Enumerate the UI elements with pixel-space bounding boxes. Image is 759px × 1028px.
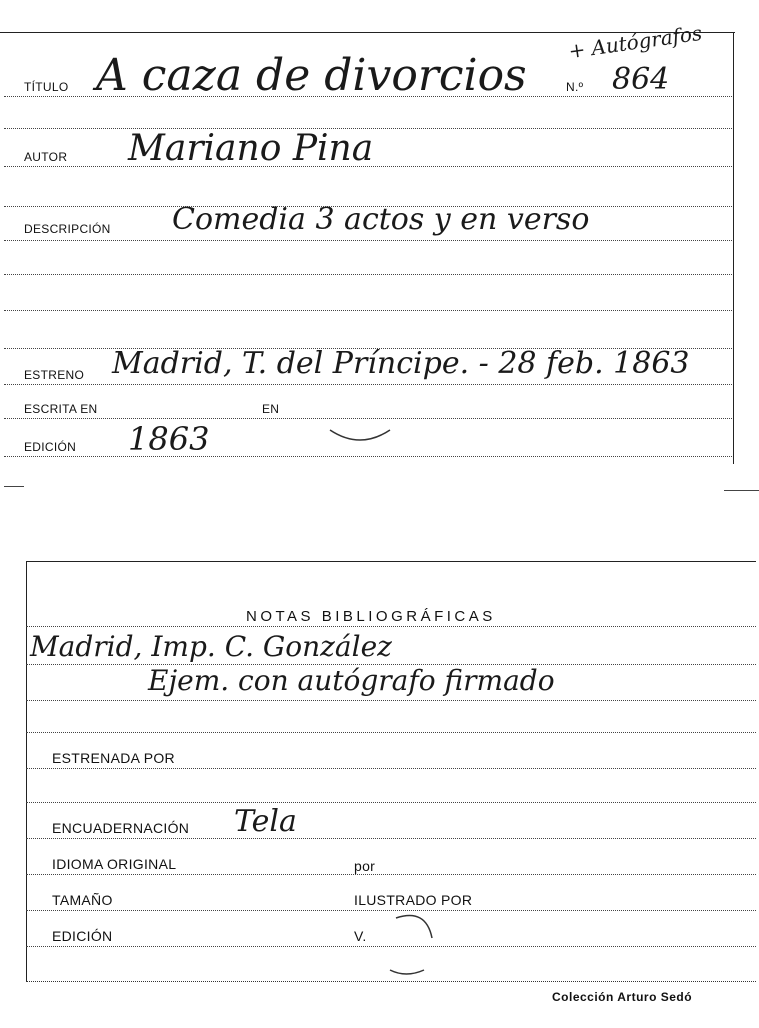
notas-line1: Madrid, Imp. C. González [30, 630, 392, 663]
titulo-rule [4, 96, 732, 97]
tamano-label: TAMAÑO [52, 892, 113, 908]
descripcion-value: Comedia 3 actos y en verso [172, 202, 590, 237]
ilustrado-por-label: ILUSTRADO POR [354, 892, 473, 908]
separator-left [4, 486, 24, 487]
encuadernacion-rule [26, 838, 756, 839]
estreno-value: Madrid, T. del Príncipe. - 28 feb. 1863 [112, 346, 690, 381]
autografos-note: + Autógrafos [566, 20, 704, 64]
por-label: por [354, 858, 376, 874]
autor-rule [4, 166, 732, 167]
edicion-label: EDICIÓN [24, 440, 77, 454]
punch-hole-mark [320, 400, 400, 450]
rule-b4 [26, 732, 756, 733]
idioma-rule [26, 874, 756, 875]
numero-value: 864 [612, 62, 670, 97]
punch-hole-mark-bottom [376, 908, 446, 978]
rule-6 [4, 274, 732, 275]
estrenada-por-label: ESTRENADA POR [52, 750, 175, 766]
escrita-en-label: ESCRITA EN [24, 402, 98, 416]
top-card-right-border [733, 32, 734, 464]
notas-line2: Ejem. con autógrafo firmado [148, 664, 555, 697]
notas-rule [26, 626, 756, 627]
bottom-card-border [26, 561, 756, 562]
separator-right [724, 490, 759, 491]
bottom-card-left-border [26, 561, 27, 981]
notas-heading: NOTAS BIBLIOGRÁFICAS [246, 608, 496, 625]
encuadernacion-value: Tela [234, 804, 297, 839]
estrenada-rule [26, 768, 756, 769]
descripcion-rule [4, 240, 732, 241]
bottom-card-bottom-border [26, 981, 756, 982]
rule-7 [4, 310, 732, 311]
collection-footer: Colección Arturo Sedó [552, 990, 693, 1004]
estreno-label: ESTRENO [24, 368, 85, 382]
descripcion-label: DESCRIPCIÓN [24, 222, 111, 236]
edicion-bottom-label: EDICIÓN [52, 928, 113, 944]
titulo-value: A caza de divorcios [96, 50, 527, 101]
estreno-rule [4, 384, 732, 385]
titulo-label: TÍTULO [24, 80, 69, 94]
edicion-rule [4, 456, 732, 457]
v-label: V. [354, 928, 367, 944]
autor-label: AUTOR [24, 150, 68, 164]
rule-b6 [26, 802, 756, 803]
en-label: EN [262, 402, 280, 416]
numero-label: N.º [566, 80, 584, 94]
encuadernacion-label: ENCUADERNACIÓN [52, 820, 190, 836]
edicion-value: 1863 [128, 420, 210, 458]
idioma-original-label: IDIOMA ORIGINAL [52, 856, 177, 872]
autor-value: Mariano Pina [128, 128, 374, 169]
notas-line2-rule [26, 700, 756, 701]
